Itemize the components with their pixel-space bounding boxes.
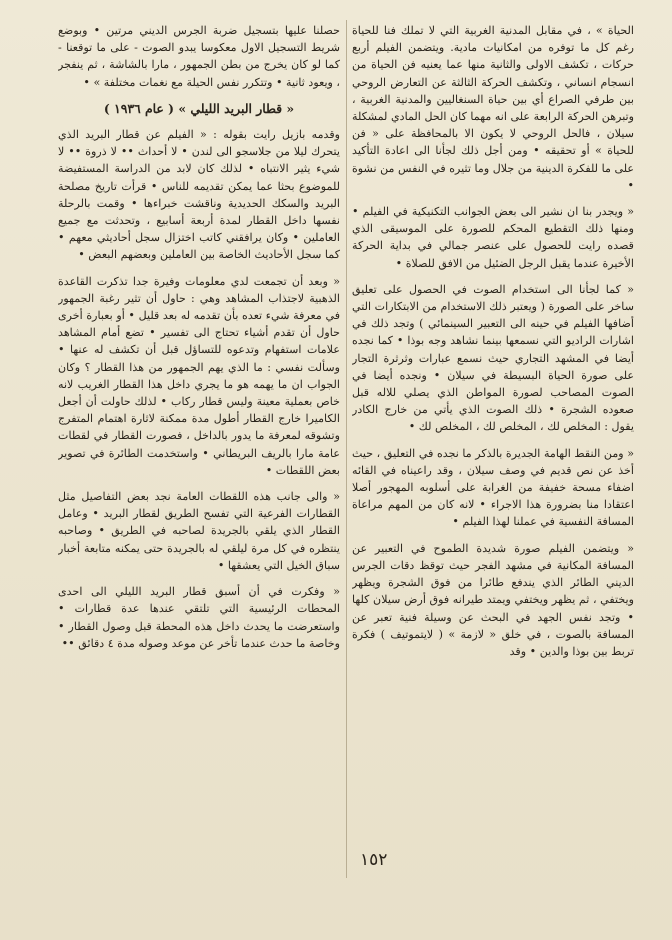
paragraph: وقدمه بازيل رايت بقوله : « الفيلم عن قطار البريد الذي يتحرك ليلا من جلاسجو الى لندن • لا أحداث •• لا ذروة •• لا شيء يثير الانتباه • لذلك كان لابد من الدراسة المستفيضة للموضوع بحثا عما يمكن تقديمه للناس • قرأت تاريخ مصلحة البريد والسكك الحديدية وناقشت خبراءها • وقمت بالرحلة نفسها داخل القطار لمدة أربعة أسابيع ، وتحدثت مع جميع العاملين • وكان يرافقني كاتب اختزال سجل أحاديثي معهم • كما سجل الأحاديث الخاصة بين العاملين وبعضهم البعض • [58,128,340,262]
paragraph: « كما لجأنا الى استخدام الصوت في الحصول على تعليق ساخر على الصورة ( ويعتبر ذلك الاستخدام من الابتكارات التي أضافها الفيلم في حينه الى التعبير السينمائي ) وتجد ذلك في اشارات الراديو التي نسمعها بينما نشاهد وجه بوذا • كما نجده أيضا في المشهد التجاري حيث نسمع عبارات وثرثرة التجار على صورة الحياة البسيطة في سيلان • ونجده أيضا في الصوت المصاحب لصورة المواطن الذي يصلي للاله قبل صعوده الشجرة • ذلك الصوت الذي يأتي من خارج الكادر يقول : المخلص لك ، المخلص لك ، المخلص لك • [352,282,634,434]
paragraph: « ومن النقط الهامة الجديرة بالذكر ما نجده في التعليق ، حيث أخذ عن نص قديم في وصف سيلان ، وقد راعيناه في القائه اضفاء مسحة خفيفة من الغرابة على أسلوبه المهجور أصلا اعتقادا منا بضرورة هذا الاجراء • لانه كان من المهم مراعاة المسافة النفسية في عملنا لهذا الفيلم • [352,446,634,529]
paragraph: « والى جانب هذه اللقطات العامة نجد بعض التفاصيل مثل القطارات الفرعية التي تفسح الطريق لقطار البريد • وعامل القطار الذي يلقي بالجريدة لصاحبه في الطريق • وصاحبه ينتظره في كل مرة ليلقي له بالجريدة حتى يمكنه متابعة أخبار سباق الخيل التي يعشقها • [58,490,340,572]
paragraph: « ويتضمن الفيلم صورة شديدة الطموح في التعبير عن المسافة المكانية في مشهد الفجر حيث توقظ دقات الجرس الديني الطائر الذي يندفع طائرا من فوق الشجرة ويظهر ويختفي ، ثم يظهر ويختفي ويمتد طيرانه فوق أرض سيلان كلها • وتجد نفس الجهد في البحث عن وسيلة فنية تعبر عن المسافة بالصوت ، في خلق « لازمة » ( لايتموتيف ) فكرة تربط بين بوذا والدين • وقد [352,541,634,658]
paragraph: حصلنا عليها بتسجيل ضربة الجرس الديني مرتين • وبوضع شريط التسجيل الاول معكوسا يبدو الصوت - على ما توقعنا - كما لو كان يخرج من بطن الجمهور ، مارا بالشاشة ، ثم ينفجر ، ويعود ثانية • وتتكرر نفس الحيلة مع نغمات مختلفة » • [58,24,340,89]
left-column [58,22,340,922]
right-column [352,22,634,902]
paragraph: « وفكرت في أن أسبق قطار البريد الليلي الى احدى المحطات الرئيسية التي تلتقي عندها عدة قطارات • واستعرضت ما يحدث داخل هذه المحطة قبل وصول القطار • وخاصة ما حدث عندما تأخر عن موعد وصوله مدة ٤ دقائق •• [58,585,340,650]
section-heading: « قطار البريد الليلي » ( عام ١٩٣٦ ) [103,100,295,116]
column-divider [346,20,347,878]
page-number: ١٥٢ [360,850,388,870]
paragraph: الحياة » ، في مقابل المدنية الغربية التي لا تملك فنا للحياة رغم كل ما توفره من امكانيات مادية. ويتضمن الفيلم أربع حركات ، تكشف الاولى والثانية منها عما يعنيه فن الحياة من انسجام انساني ، وتكشف الحركة الثالثة عن التعارض الروحي بين طرفي الصراع أي بين حياة السنغاليين والمدنية الغربية ، وتبرهن الحركة الرابعة على انه مهما كان الحل المادي لمشكلة سيلان ، فالحل الروحي لا يكون الا بالمحافظة على « فن للحياة » أو تحقيقه • ومن أجل ذلك لجأنا الى اعادة التأكيد على ما للفكرة الدينية من جلال وما تثيره في النفس من نشوة • [352,24,634,192]
paragraph: « ويجدر بنا ان نشير الى بعض الجوانب التكنيكية في الفيلم • ومنها ذلك التقطيع المحكم للصورة على الموسيقى الذي قصده رايت للحصول على عنصر جمالي في بداية الحركة الأخيرة عندما يقبل الرجل الضئيل من الافق للصلاة • [352,205,634,270]
paragraph: « وبعد أن تجمعت لدي معلومات وفيرة جدا تذكرت القاعدة الذهبية لاجتذاب المشاهد وهي : حاول أن تثير رغبة الجمهور في معرفة شيء تعده بأن تقدمه له بعد قليل • أو بعبارة أخرى حاول أن تقدم أشياء تحتاج الى تفسير • تضع أمام المشاهد علامات استفهام وتدعوه للتساؤل قبل أن تكشف له عنها • وسألت نفسي : ما الذي يهم الجمهور من هذا القطار ؟ وكان الجواب ان ما يهمه هو ما يجري داخل هذا القطار الغريب لانه خاص بعملية معينة وليس قطار ركاب • لذلك حاولت أن أجعل الكاميرا خارج القطار أطول مدة ممكنة لاثارة اهتمام المتفرج وتشوقه لمعرفة ما يدور بالداخل ، فصورت القطار في لقطات عامة مارا بالريف البريطاني • واستخدمت الطائرة في تصوير بعض اللقطات • [58,274,340,477]
